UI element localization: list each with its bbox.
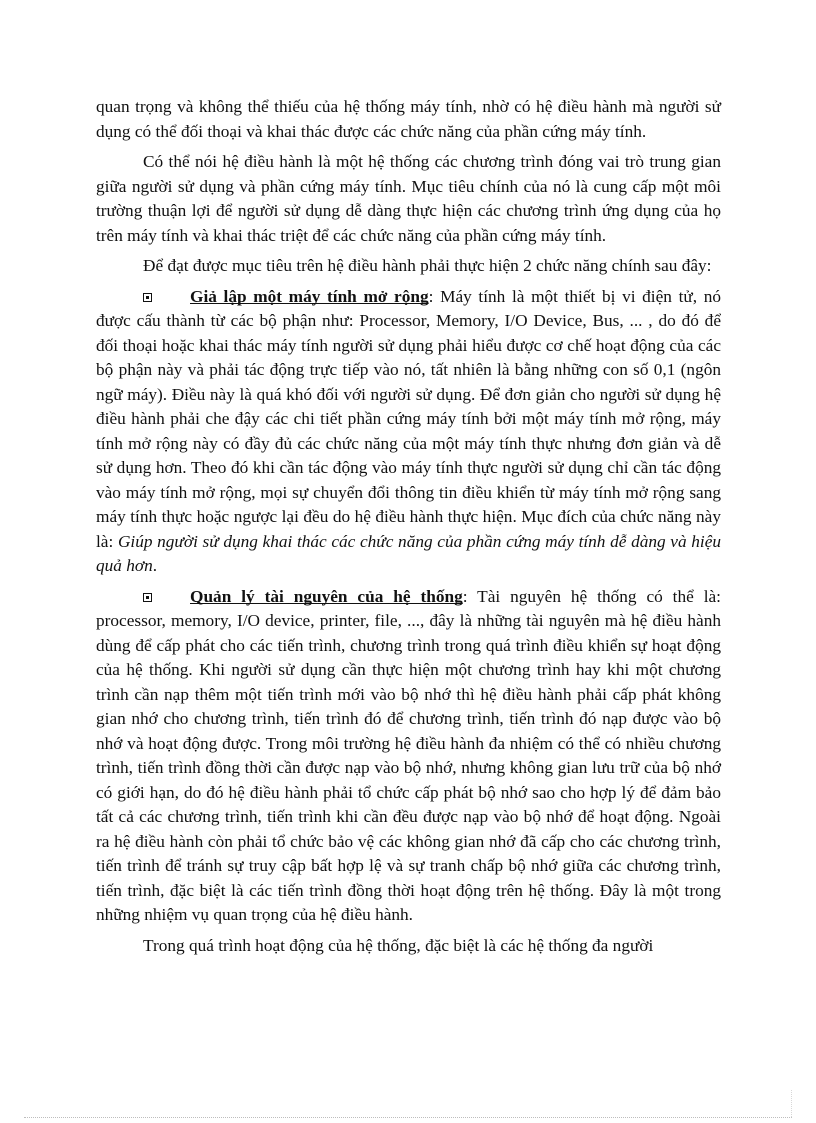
bullet-italic-purpose: Giúp người sử dụng khai thác các chức năng của phần cứng máy tính dễ dàng và hiệu quả hơn — [96, 531, 721, 575]
bullet-item-extended-machine — [96, 285, 721, 579]
bullet-end-period: . — [152, 556, 158, 575]
paragraph-3: Để đạt được mục tiêu trên hệ điều hành phải thực hiện 2 chức năng chính sau đây: — [143, 256, 712, 275]
paragraph-last: Trong quá trình hoạt động của hệ thống, đặc biệt là các hệ thống đa người — [143, 935, 654, 955]
bullet-title-extended-machine: Giả lập một máy tính mở rộng — [190, 286, 429, 306]
bullet-text-extended-machine: : Máy tính là một thiết bị vi điện tử, nó được cấu thành từ các bộ phận như: Processor, Memory, I/O Device, Bus, ... , do đó để đối thoại hoặc khai thác máy tính người sử dụng phải hiểu được cơ chế hoạt động của các bộ phận này và phải tác động trực tiếp vào nó, tất nhiên là bằng những con số 0,1 (ngôn ngữ máy). Điều này là quá khó đối với người sử dụng. Để đơn giản cho người sử dụng hệ điều hành phải che đậy các chi tiết phần cứng máy tính bởi một máy tính mở rộng, máy tính mở rộng này có đầy đủ các chức năng của một máy tính thực nhưng đơn giản và dễ sử dụng hơn. Theo đó khi cần tác động vào máy tính thực người sử dụng chỉ cần tác động vào máy tính mở rộng, mọi sự chuyển đổi thông tin điều khiển từ máy tính mở rộng sang máy tính thực hoặc ngược lại đều do hệ điều hành thực hiện. Mục đích của chức năng này là: — [96, 286, 721, 551]
page-right-border — [791, 1090, 792, 1117]
paragraph-2: Có thể nói hệ điều hành là một hệ thống các chương trình đóng vai trò trung gian giữa người sử dụng và phần cứng máy tính. Mục tiêu chính của nó là cung cấp một môi trường thuận lợi để người sử dụng dễ dàng thực hiện các chương trình ứng dụng của họ trên máy tính và khai thác triệt để các chức năng của phần cứng máy tính. — [96, 152, 721, 245]
bullet-text-resource-management: : Tài nguyên hệ thống có thể là: processor, memory, I/O device, printer, file, ..., đây là những tài nguyên mà hệ điều hành dùng để cấp phát cho các tiến trình, chương trình trong quá trình điều khiển sự hoạt động của hệ thống. Khi người sử dụng cần thực hiện một chương trình hay khi một chương trình cần nạp thêm một tiến trình mới vào bộ nhớ thì hệ điều hành phải cấp phát không gian nhớ cho chương trình, tiến trình đó để chương trình, tiến trình đó nạp được vào bộ nhớ và hoạt động được. Trong môi trường hệ điều hành đa nhiệm có thể có nhiều chương trình, tiến trình đồng thời cần được nạp vào bộ nhớ, nhưng không gian lưu trữ của bộ nhớ có giới hạn, do đó hệ điều hành phải tổ chức cấp phát bộ nhớ sao cho hợp lý để đảm bảo tất cả các chương trình, tiến trình khi cần đều được nạp vào bộ nhớ để hoạt động. Ngoài ra hệ điều hành còn phải tổ chức bảo vệ các không gian nhớ đã cấp cho các chương trình, tiến trình để tránh sự truy cập bất hợp lệ và sự tranh chấp bộ nhớ giữa các chương trình, tiến trình, đặc biệt là các tiến trình đồng thời hoạt động trên hệ thống. Đây là một trong những nhiệm vụ quan trọng của hệ điều hành. — [96, 586, 721, 924]
bullet-item-resource-management — [96, 585, 721, 928]
page-bottom-border — [24, 1117, 792, 1118]
paragraph-1: quan trọng và không thể thiếu của hệ thống máy tính, nhờ có hệ điều hành mà người sử dụng có thể đối thoại và khai thác được các chức năng của phần cứng máy tính. — [96, 97, 721, 141]
bullet-title-resource-management: Quản lý tài nguyên của hệ thống — [190, 586, 463, 606]
square-bullet-icon — [143, 593, 152, 602]
document-page — [96, 95, 721, 958]
square-bullet-icon — [143, 293, 152, 302]
